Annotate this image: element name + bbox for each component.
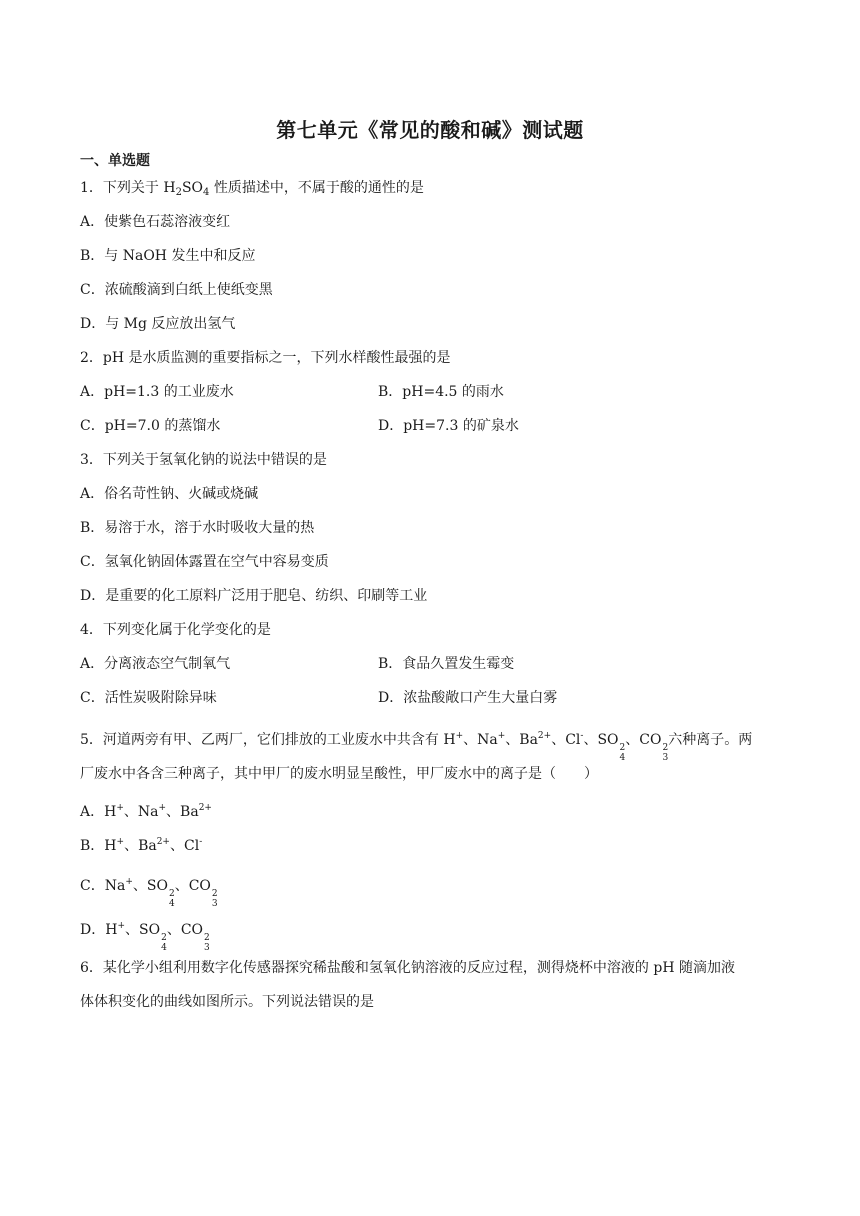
q3-option-b: B．易溶于水，溶于水时吸收大量的热 <box>80 520 315 536</box>
sulfate-ion: SO <box>146 878 168 894</box>
q5-stem-post: 六种离子。两 <box>668 732 753 748</box>
separator: 、 <box>583 732 598 748</box>
q3-option-d: D．是重要的化工原料广泛用于肥皂、纺织、印刷等工业 <box>80 588 428 604</box>
sulfate-ion: SO <box>597 732 619 748</box>
sulfate-charge: 2 <box>619 743 626 753</box>
cl-charge: - <box>580 731 584 741</box>
sulfate-sub: 4 <box>619 753 626 763</box>
ba-charge: 2+ <box>198 803 212 813</box>
na-charge: + <box>158 803 167 813</box>
carbonate-charge: 2 <box>204 933 210 943</box>
cl-ion: Cl <box>565 732 581 748</box>
q5-option-d <box>80 916 210 953</box>
na-ion: Na <box>477 732 498 748</box>
q2-option-a: A．pH=1.3 的工业废水 <box>80 384 234 400</box>
separator: 、 <box>551 732 566 748</box>
q1-stem-so: SO <box>181 180 204 196</box>
na-charge: + <box>125 877 133 887</box>
option-label: A． <box>80 804 105 820</box>
carbonate-sub: 3 <box>662 753 669 763</box>
sulfate-charge: 2 <box>161 933 167 943</box>
q4-option-c: C．活性炭吸附除异味 <box>80 690 217 706</box>
q1-option-a: A．使紫色石蕊溶液变红 <box>80 214 231 230</box>
question-4-stem: 4．下列变化属于化学变化的是 <box>80 622 271 638</box>
na-charge: + <box>497 731 506 741</box>
q5-option-b <box>80 832 202 856</box>
separator: 、 <box>174 878 189 894</box>
carbonate-ion: CO <box>180 922 204 938</box>
question-6-stem-line-1: 6．某化学小组利用数字化传感器探究稀盐酸和氢氧化钠溶液的反应过程，测得烧杯中溶液的 pH 随滴加液 <box>80 960 735 976</box>
na-ion: Na <box>137 804 159 820</box>
q1-stem-post: 性质描述中，不属于酸的通性的是 <box>209 180 424 196</box>
h-ion: H <box>105 922 118 938</box>
q4-option-a: A．分离液态空气制氧气 <box>80 656 231 672</box>
question-5-stem-line-2: 厂废水中各含三种离子，其中甲厂的废水明显呈酸性，甲厂废水中的离子是（ ） <box>80 766 598 782</box>
separator: 、 <box>124 838 139 854</box>
carbonate-sub: 3 <box>211 899 218 909</box>
q5-option-c <box>80 872 218 909</box>
page-title: 第七单元《常见的酸和碱》测试题 <box>276 118 584 142</box>
option-label: C． <box>80 878 105 894</box>
q2-option-b: B．pH=4.5 的雨水 <box>378 384 504 400</box>
h-ion: H <box>104 838 117 854</box>
na-ion: Na <box>104 878 126 894</box>
q1-sub-2: 2 <box>175 187 182 198</box>
h-charge: + <box>116 837 125 847</box>
sulfate-sub: 4 <box>161 943 167 953</box>
separator: 、 <box>463 732 478 748</box>
separator: 、 <box>505 732 520 748</box>
carbonate-sub: 3 <box>204 943 210 953</box>
carbonate-stack <box>204 933 210 953</box>
q1-option-d: D．与 Mg 反应放出氢气 <box>80 316 236 332</box>
question-5-stem-line-1 <box>80 726 752 763</box>
q1-option-b: B．与 NaOH 发生中和反应 <box>80 248 256 264</box>
h-ion: H <box>104 804 117 820</box>
q2-option-c: C．pH=7.0 的蒸馏水 <box>80 418 221 434</box>
carbonate-ion: CO <box>188 878 211 894</box>
sulfate-ion: SO <box>139 922 161 938</box>
q4-option-d: D．浓盐酸敞口产生大量白雾 <box>378 690 558 706</box>
separator: 、 <box>166 922 181 938</box>
h-charge: + <box>455 731 464 741</box>
ba-ion: Ba <box>519 732 538 748</box>
q5-option-a <box>80 798 212 822</box>
q1-sub-4: 4 <box>203 187 210 198</box>
q1-stem-text: 1．下列关于 H <box>80 180 176 196</box>
question-2-stem: 2．pH 是水质监测的重要指标之一，下列水样酸性最强的是 <box>80 350 451 366</box>
q3-option-a: A．俗名苛性钠、火碱或烧碱 <box>80 486 259 502</box>
option-label: B． <box>80 838 105 854</box>
option-label: D． <box>80 922 106 938</box>
section-heading: 一、单选题 <box>80 153 150 169</box>
q2-option-d: D．pH=7.3 的矿泉水 <box>378 418 519 434</box>
q3-option-c: C．氢氧化钠固体露置在空气中容易变质 <box>80 554 329 570</box>
question-1-stem <box>80 178 424 203</box>
carbonate-charge: 2 <box>662 743 669 753</box>
ba-ion: Ba <box>138 838 157 854</box>
separator: 、 <box>132 878 147 894</box>
q5-stem-text: 5．河道两旁有甲、乙两厂，它们排放的工业废水中共含有 H <box>80 732 456 748</box>
ba-charge: 2+ <box>156 837 170 847</box>
question-6-stem-line-2: 体体积变化的曲线如图所示。下列说法错误的是 <box>80 994 374 1010</box>
cl-charge: - <box>199 837 203 847</box>
h-charge: + <box>117 921 125 931</box>
h-charge: + <box>116 803 124 813</box>
separator: 、 <box>125 922 139 938</box>
sulfate-sub: 4 <box>168 899 175 909</box>
separator: 、 <box>625 732 640 748</box>
carbonate-stack <box>212 889 218 909</box>
sulfate-charge: 2 <box>168 889 175 899</box>
q1-option-c: C．浓硫酸滴到白纸上使纸变黑 <box>80 282 273 298</box>
carbonate-ion: CO <box>639 732 662 748</box>
ba-ion: Ba <box>180 804 199 820</box>
separator: 、 <box>166 804 181 820</box>
cl-ion: Cl <box>183 838 200 854</box>
separator: 、 <box>123 804 138 820</box>
question-3-stem: 3．下列关于氢氧化钠的说法中错误的是 <box>80 452 327 468</box>
separator: 、 <box>169 838 184 854</box>
carbonate-charge: 2 <box>211 889 218 899</box>
ba-charge: 2+ <box>537 731 552 741</box>
q4-option-b: B．食品久置发生霉变 <box>378 656 515 672</box>
